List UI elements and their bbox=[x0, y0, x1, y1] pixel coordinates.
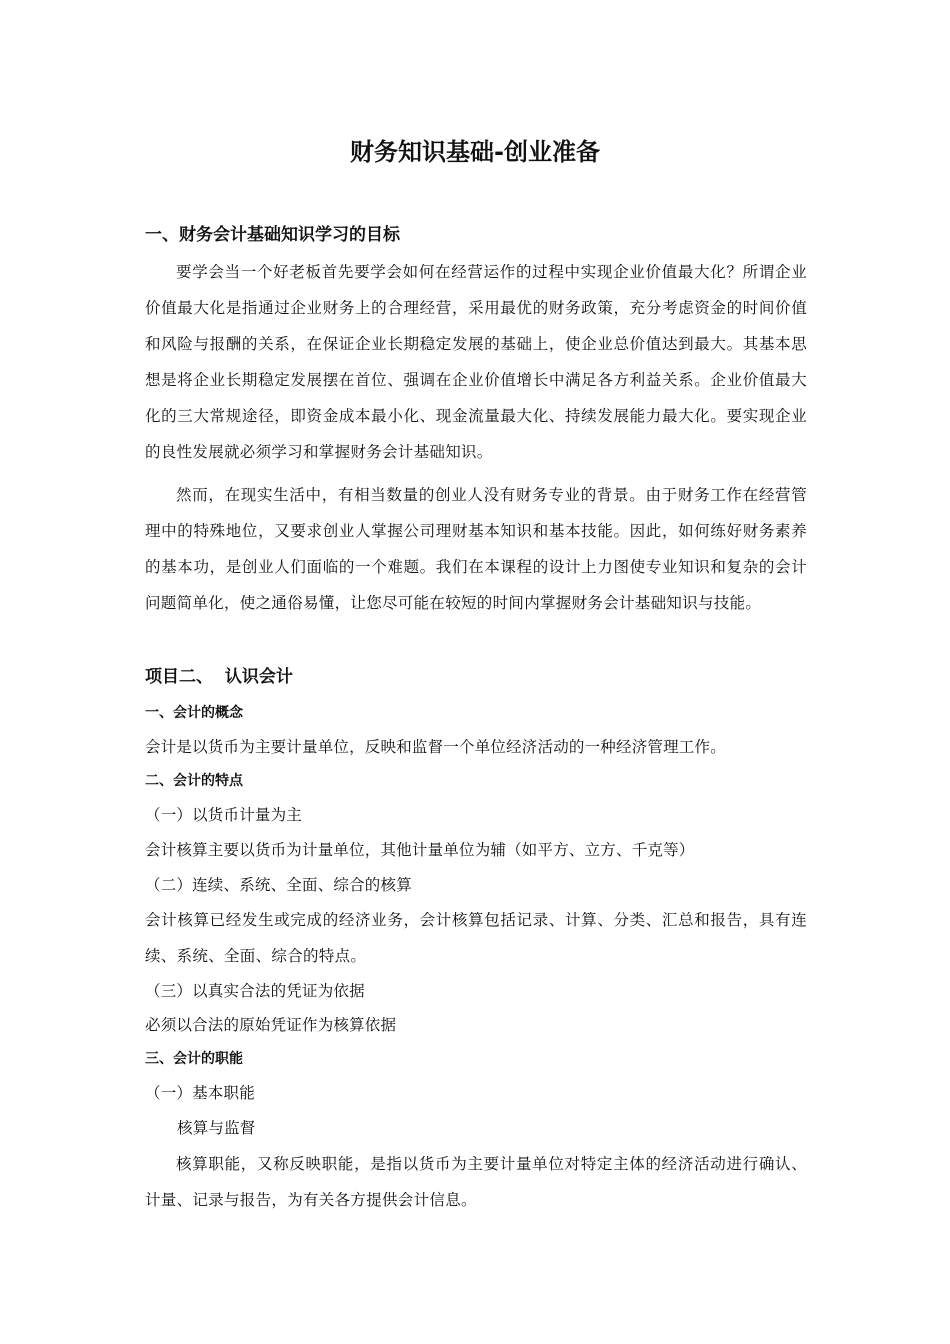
concept-text: 会计是以货币为主要计量单位，反映和监督一个单位经济活动的一种经济管理工作。 bbox=[145, 738, 726, 756]
feature-1-subheading: （一）以货币计量为主 bbox=[145, 806, 303, 824]
functions-subtitle: 核算与监督 bbox=[177, 1119, 256, 1137]
feature-2-subheading: （二）连续、系统、全面、综合的核算 bbox=[145, 876, 412, 894]
document-title: 财务知识基础-创业准备 bbox=[350, 138, 600, 166]
feature-3-text: 必须以合法的原始凭证作为核算依据 bbox=[145, 1016, 397, 1034]
features-heading: 二、会计的特点 bbox=[145, 773, 243, 789]
paragraph-goals-1: 要学会当一个好老板首先要学会如何在经营运作的过程中实现企业价值最大化？所谓企业价值最大化是指通过企业财务上的合理经营，采用最优的财务政策，充分考虑资金的时间价值和风险与报酬的关系，在保证企业长期稳定发展的基础上，使企业总价值达到最大。其基本思想是将企业长期稳定发展摆在首位、强调在企业价值增长中满足各方利益关系。企业价值最大化的三大常规途径，即资金成本最小化、现金流量最大化、持续发展能力最大化。要实现企业的良性发展就必须学习和掌握财务会计基础知识。 bbox=[145, 263, 807, 461]
feature-2-text: 会计核算已经发生或完成的经济业务，会计核算包括记录、计算、分类、汇总和报告，具有连续、系统、全面、综合的特点。 bbox=[145, 911, 807, 965]
concept-heading: 一、会计的概念 bbox=[145, 705, 243, 721]
functions-text: 核算职能，又称反映职能，是指以货币为主要计量单位对特定主体的经济活动进行确认、计量、记录与报告，为有关各方提供会计信息。 bbox=[145, 1155, 807, 1209]
functions-heading: 三、会计的职能 bbox=[145, 1051, 243, 1067]
section-heading-goals: 一、财务会计基础知识学习的目标 bbox=[145, 225, 400, 245]
project-heading: 项目二、 认识会计 bbox=[145, 667, 293, 687]
feature-3-subheading: （三）以真实合法的凭证为依据 bbox=[145, 982, 365, 1000]
feature-1-text: 会计核算主要以货币为计量单位，其他计量单位为辅（如平方、立方、千克等） bbox=[145, 841, 695, 859]
paragraph-goals-2: 然而，在现实生活中，有相当数量的创业人没有财务专业的背景。由于财务工作在经营管理中的特殊地位，又要求创业人掌握公司理财基本知识和基本技能。因此，如何练好财务素养的基本功，是创业人们面临的一个难题。我们在本课程的设计上力图使专业知识和复杂的会计问题简单化，使之通俗易懂，让您尽可能在较短的时间内掌握财务会计基础知识与技能。 bbox=[145, 486, 807, 612]
functions-subheading: （一）基本职能 bbox=[145, 1084, 255, 1102]
